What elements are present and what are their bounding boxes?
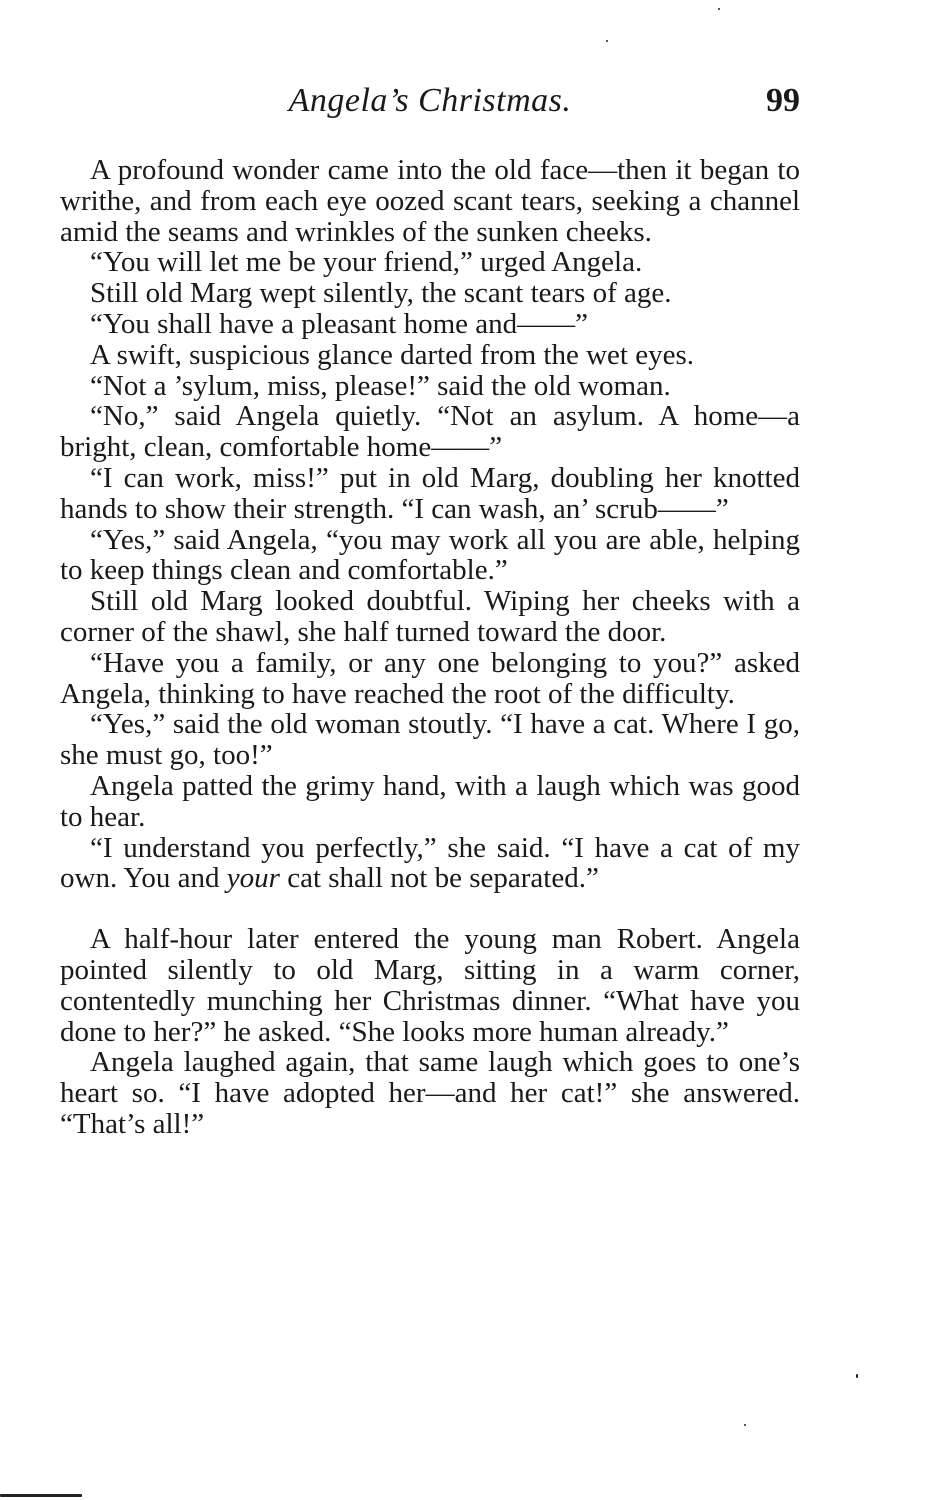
paragraph: Still old Marg looked doubtful. Wiping her cheeks with a corner of the shawl, she half turned toward the door. [60,585,800,648]
paragraph [60,833,800,895]
paragraph: A swift, suspicious glance darted from the wet eyes. [90,338,695,371]
paragraph-text: cat shall not be separated.” [279,862,599,895]
scan-speck [856,1374,858,1378]
paragraph: “Have you a family, or any one belonging to you?” asked Angela, thinking to have reached the root of the difficulty. [60,646,800,710]
paragraph: “Yes,” said Angela, “you may work all you are able, helping to keep things clean and comfortable.” [60,523,800,587]
page-number: 99 [766,82,800,119]
page-header [60,82,800,126]
paragraph: “You will let me be your friend,” urged Angela. [90,246,643,279]
paragraph: Angela patted the grimy hand, with a laugh which was good to hear. [60,769,800,833]
running-title: Angela’s Christmas. [288,82,572,119]
paragraph: “Yes,” said the old woman stoutly. “I have a cat. Where I go, she must go, too!” [60,708,800,772]
paragraph: “I can work, miss!” put in old Marg, doubling her knotted hands to show their strength. “I can wash, an’ scrub——” [60,461,800,525]
scan-speck [744,1424,746,1426]
paragraph-text: “I understand you perfectly,” she said. “I have a cat of my own. You and [60,831,800,895]
emphasis-text: your [226,862,280,895]
body-text [60,155,800,1140]
scan-speck [0,1494,82,1497]
paragraph: Angela laughed again, that same laugh which goes to one’s heart so. “I have adopted her—and her cat!” she answered. “That’s all!” [60,1046,800,1140]
paragraph: “You shall have a pleasant home and——” [90,307,588,340]
paragraph: “No,” said Angela quietly. “Not an asylum. A home—a bright, clean, comfortable home——” [60,400,800,464]
paragraph: “Not a ’sylum, miss, please!” said the old woman. [90,369,671,402]
scan-speck [606,40,608,42]
paragraph: A half-hour later entered the young man Robert. Angela pointed silently to old Marg, sitting in a warm corner, contentedly munching her Christmas dinner. “What have you done to her?” he asked. “She looks more human already.” [60,923,800,1048]
scan-speck [718,8,720,10]
paragraph: A profound wonder came into the old face—then it began to writhe, and from each eye oozed scant tears, seeking a channel amid the seams and wrinkles of the sunken cheeks. [60,154,800,248]
paragraph: Still old Marg wept silently, the scant tears of age. [90,277,672,310]
